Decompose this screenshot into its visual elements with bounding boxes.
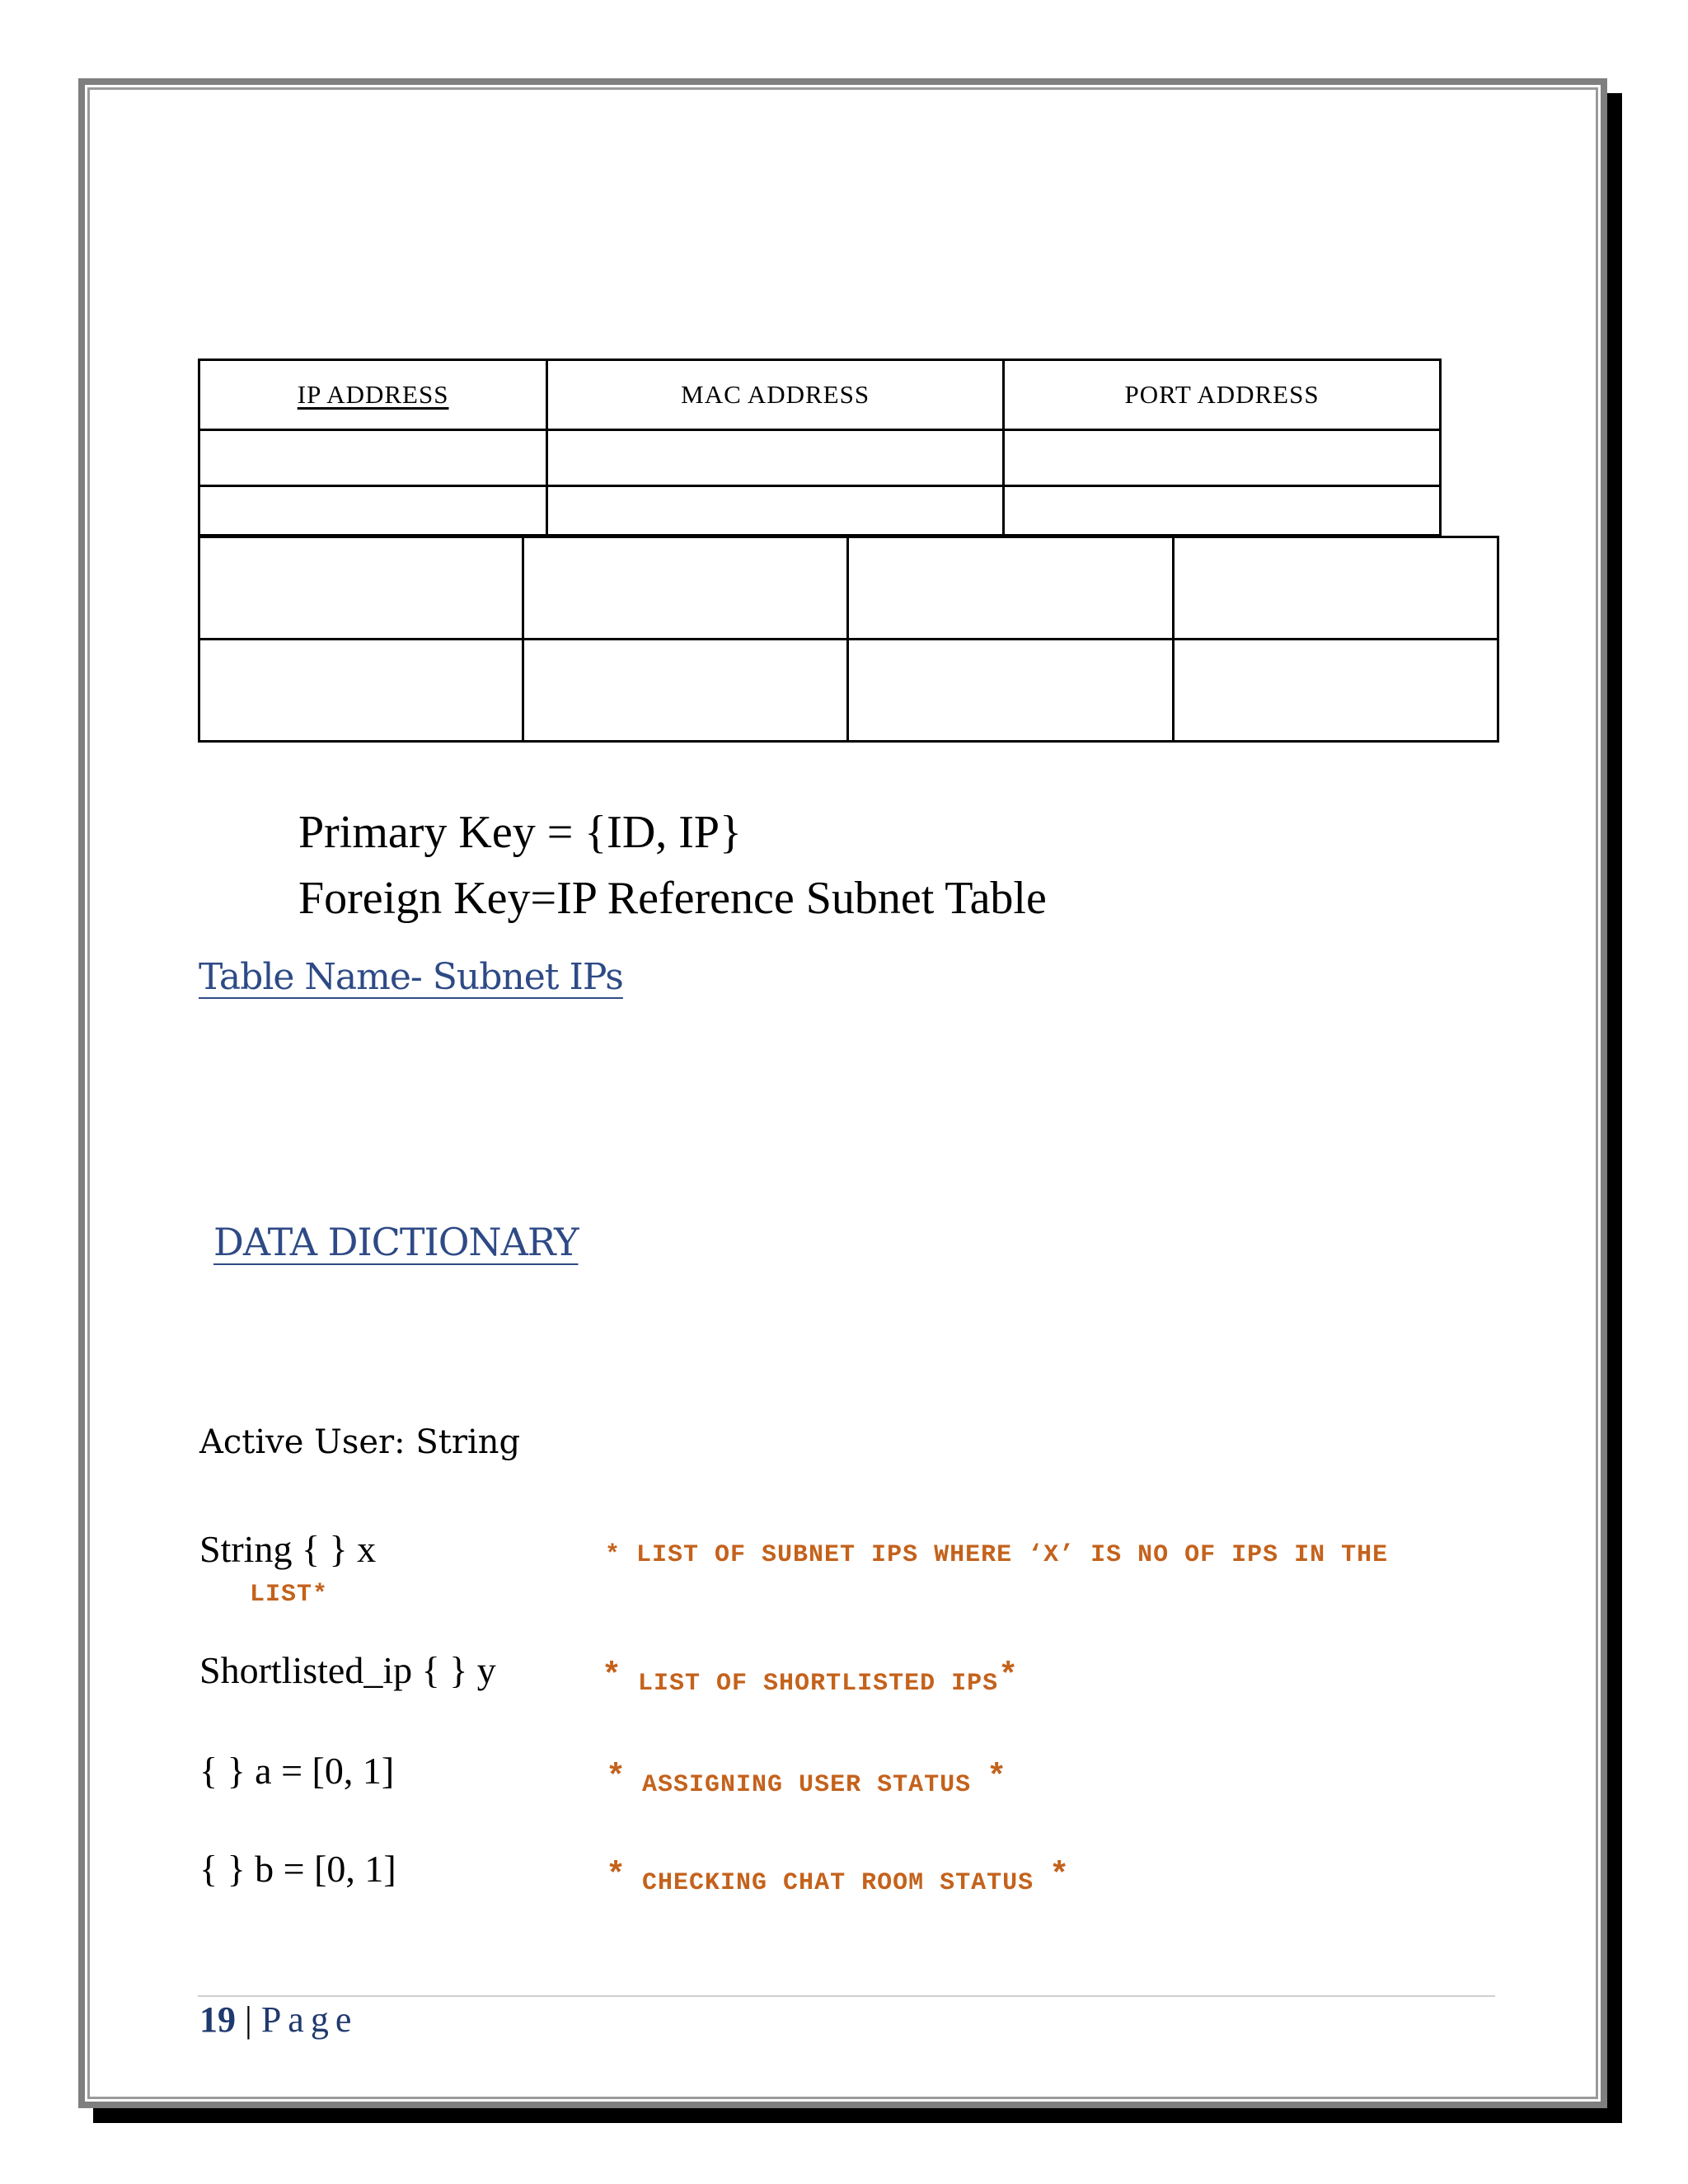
- header-port-address: PORT ADDRESS: [1004, 360, 1441, 430]
- entry-comment-y: * LIST OF SHORTLISTED IPS*: [602, 1658, 1020, 1698]
- entry-code-y: Shortlisted_ip { } y: [199, 1649, 496, 1691]
- entry-code-a: { } a = [0, 1]: [199, 1750, 395, 1792]
- table-header-row: [199, 360, 1441, 430]
- data-dictionary-heading: DATA DICTIONARY: [213, 1220, 579, 1264]
- empty-grid-table: [198, 536, 1499, 743]
- header-mac-address: MAC ADDRESS: [547, 360, 1004, 430]
- footer-separator: |: [245, 1999, 252, 2040]
- page-number: 19: [199, 1999, 236, 2040]
- entry-comment-a: * ASSIGNING USER STATUS *: [606, 1760, 1008, 1799]
- table-row: [199, 640, 1498, 742]
- foreign-key-text: Foreign Key=IP Reference Subnet Table: [298, 873, 1047, 924]
- page-label: Page: [260, 1999, 359, 2040]
- table-row: [199, 486, 1441, 536]
- entry-comment-x-continued: LIST*: [250, 1581, 329, 1609]
- header-ip-address: IP ADDRESS: [199, 360, 547, 430]
- primary-key-text: Primary Key = {ID, IP}: [298, 807, 742, 858]
- active-user-text: Active User: String: [199, 1423, 521, 1461]
- table-name-heading: Table Name- Subnet IPs: [199, 956, 623, 998]
- entry-comment-x: * LIST OF SUBNET IPS WHERE ‘X’ IS NO OF IPS IN THE: [605, 1541, 1389, 1569]
- entry-code-x: String { } x: [199, 1528, 377, 1570]
- table-row: [199, 430, 1441, 486]
- page-footer: [199, 1999, 358, 2041]
- address-table: [198, 359, 1442, 537]
- entry-code-b: { } b = [0, 1]: [199, 1848, 396, 1890]
- footer-divider: [198, 1995, 1495, 1997]
- entry-comment-b: * CHECKING CHAT ROOM STATUS *: [606, 1858, 1071, 1897]
- table-row: [199, 537, 1498, 640]
